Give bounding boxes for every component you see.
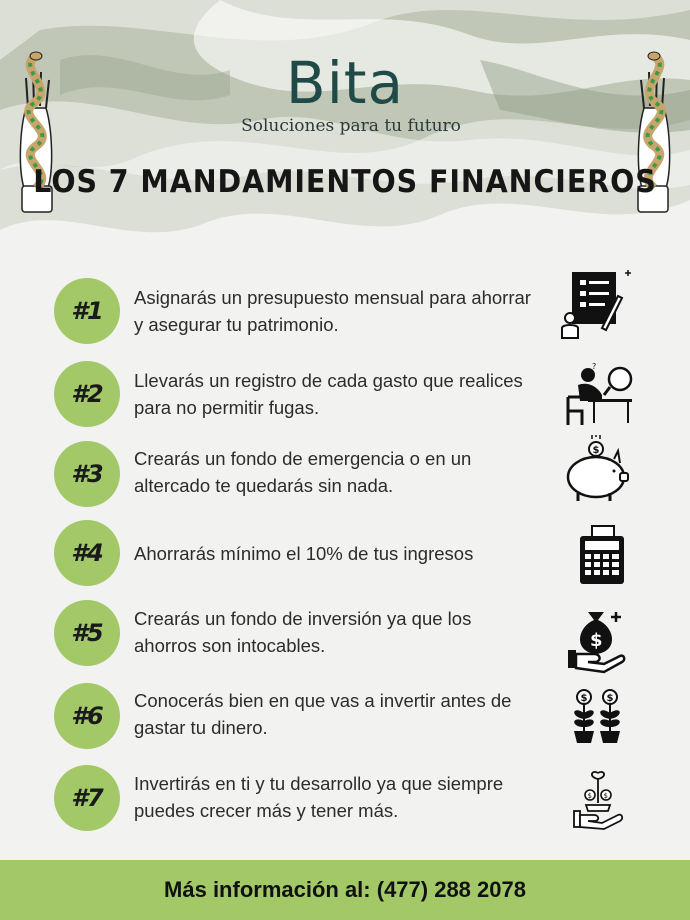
number-badge: #1 [54, 278, 120, 344]
commandment-item-1 [0, 278, 690, 348]
commandment-item-4 [0, 520, 690, 590]
commandment-item-5 [0, 600, 690, 670]
commandment-item-7 [0, 765, 690, 835]
commandment-text: Ahorrarás mínimo el 10% de tus ingresos [134, 543, 474, 564]
svg-text:?: ? [592, 362, 597, 371]
commandment-item-3 [0, 441, 690, 511]
number-badge: #2 [54, 361, 120, 427]
calculator-icon [558, 524, 638, 594]
svg-text:$: $ [590, 630, 603, 651]
piggy-bank-icon [558, 435, 638, 505]
svg-text:$: $ [580, 693, 588, 704]
number-badge: #4 [54, 520, 120, 586]
brand-tagline: Soluciones para tu futuro [241, 116, 461, 136]
header [0, 0, 690, 245]
brand-logo [0, 49, 690, 136]
svg-text:$: $ [592, 445, 600, 456]
number-badge: #3 [54, 441, 120, 507]
number-badge: #7 [54, 765, 120, 831]
number-badge: #5 [54, 600, 120, 666]
svg-text:$: $ [587, 792, 592, 800]
checklist-writing-icon [558, 270, 638, 340]
commandment-text: Conocerás bien en que vas a invertir antes de gastar tu dinero. [134, 690, 512, 738]
contact-info: Más información al: (477) 288 2078 [164, 877, 526, 902]
number-badge: #6 [54, 683, 120, 749]
commandment-text: Invertirás en ti y tu desarrollo ya que siempre puedes crecer más y tener más. [134, 773, 504, 821]
commandment-text: Llevarás un registro de cada gasto que realices para no permitir fugas. [134, 370, 523, 418]
brand-name: Bita [285, 49, 405, 117]
svg-text:$: $ [603, 792, 608, 800]
hand-money-plant-icon [558, 769, 638, 839]
commandment-item-2 [0, 361, 690, 431]
money-bag-hand-icon [558, 606, 638, 676]
svg-text:$: $ [606, 693, 614, 704]
person-desk-magnifier-icon [558, 361, 638, 431]
commandment-item-6 [0, 683, 690, 753]
commandment-text: Crearás un fondo de emergencia o en un altercado te quedarás sin nada. [134, 448, 472, 496]
money-plants-icon [558, 687, 638, 757]
commandment-text: Asignarás un presupuesto mensual para ahorrar y asegurar tu patrimonio. [134, 287, 531, 335]
page-title: LOS 7 MANDAMIENTOS FINANCIEROS [33, 164, 657, 200]
footer-contact-bar [0, 860, 690, 920]
commandment-text: Crearás un fondo de inversión ya que los ahorros son intocables. [134, 608, 472, 656]
